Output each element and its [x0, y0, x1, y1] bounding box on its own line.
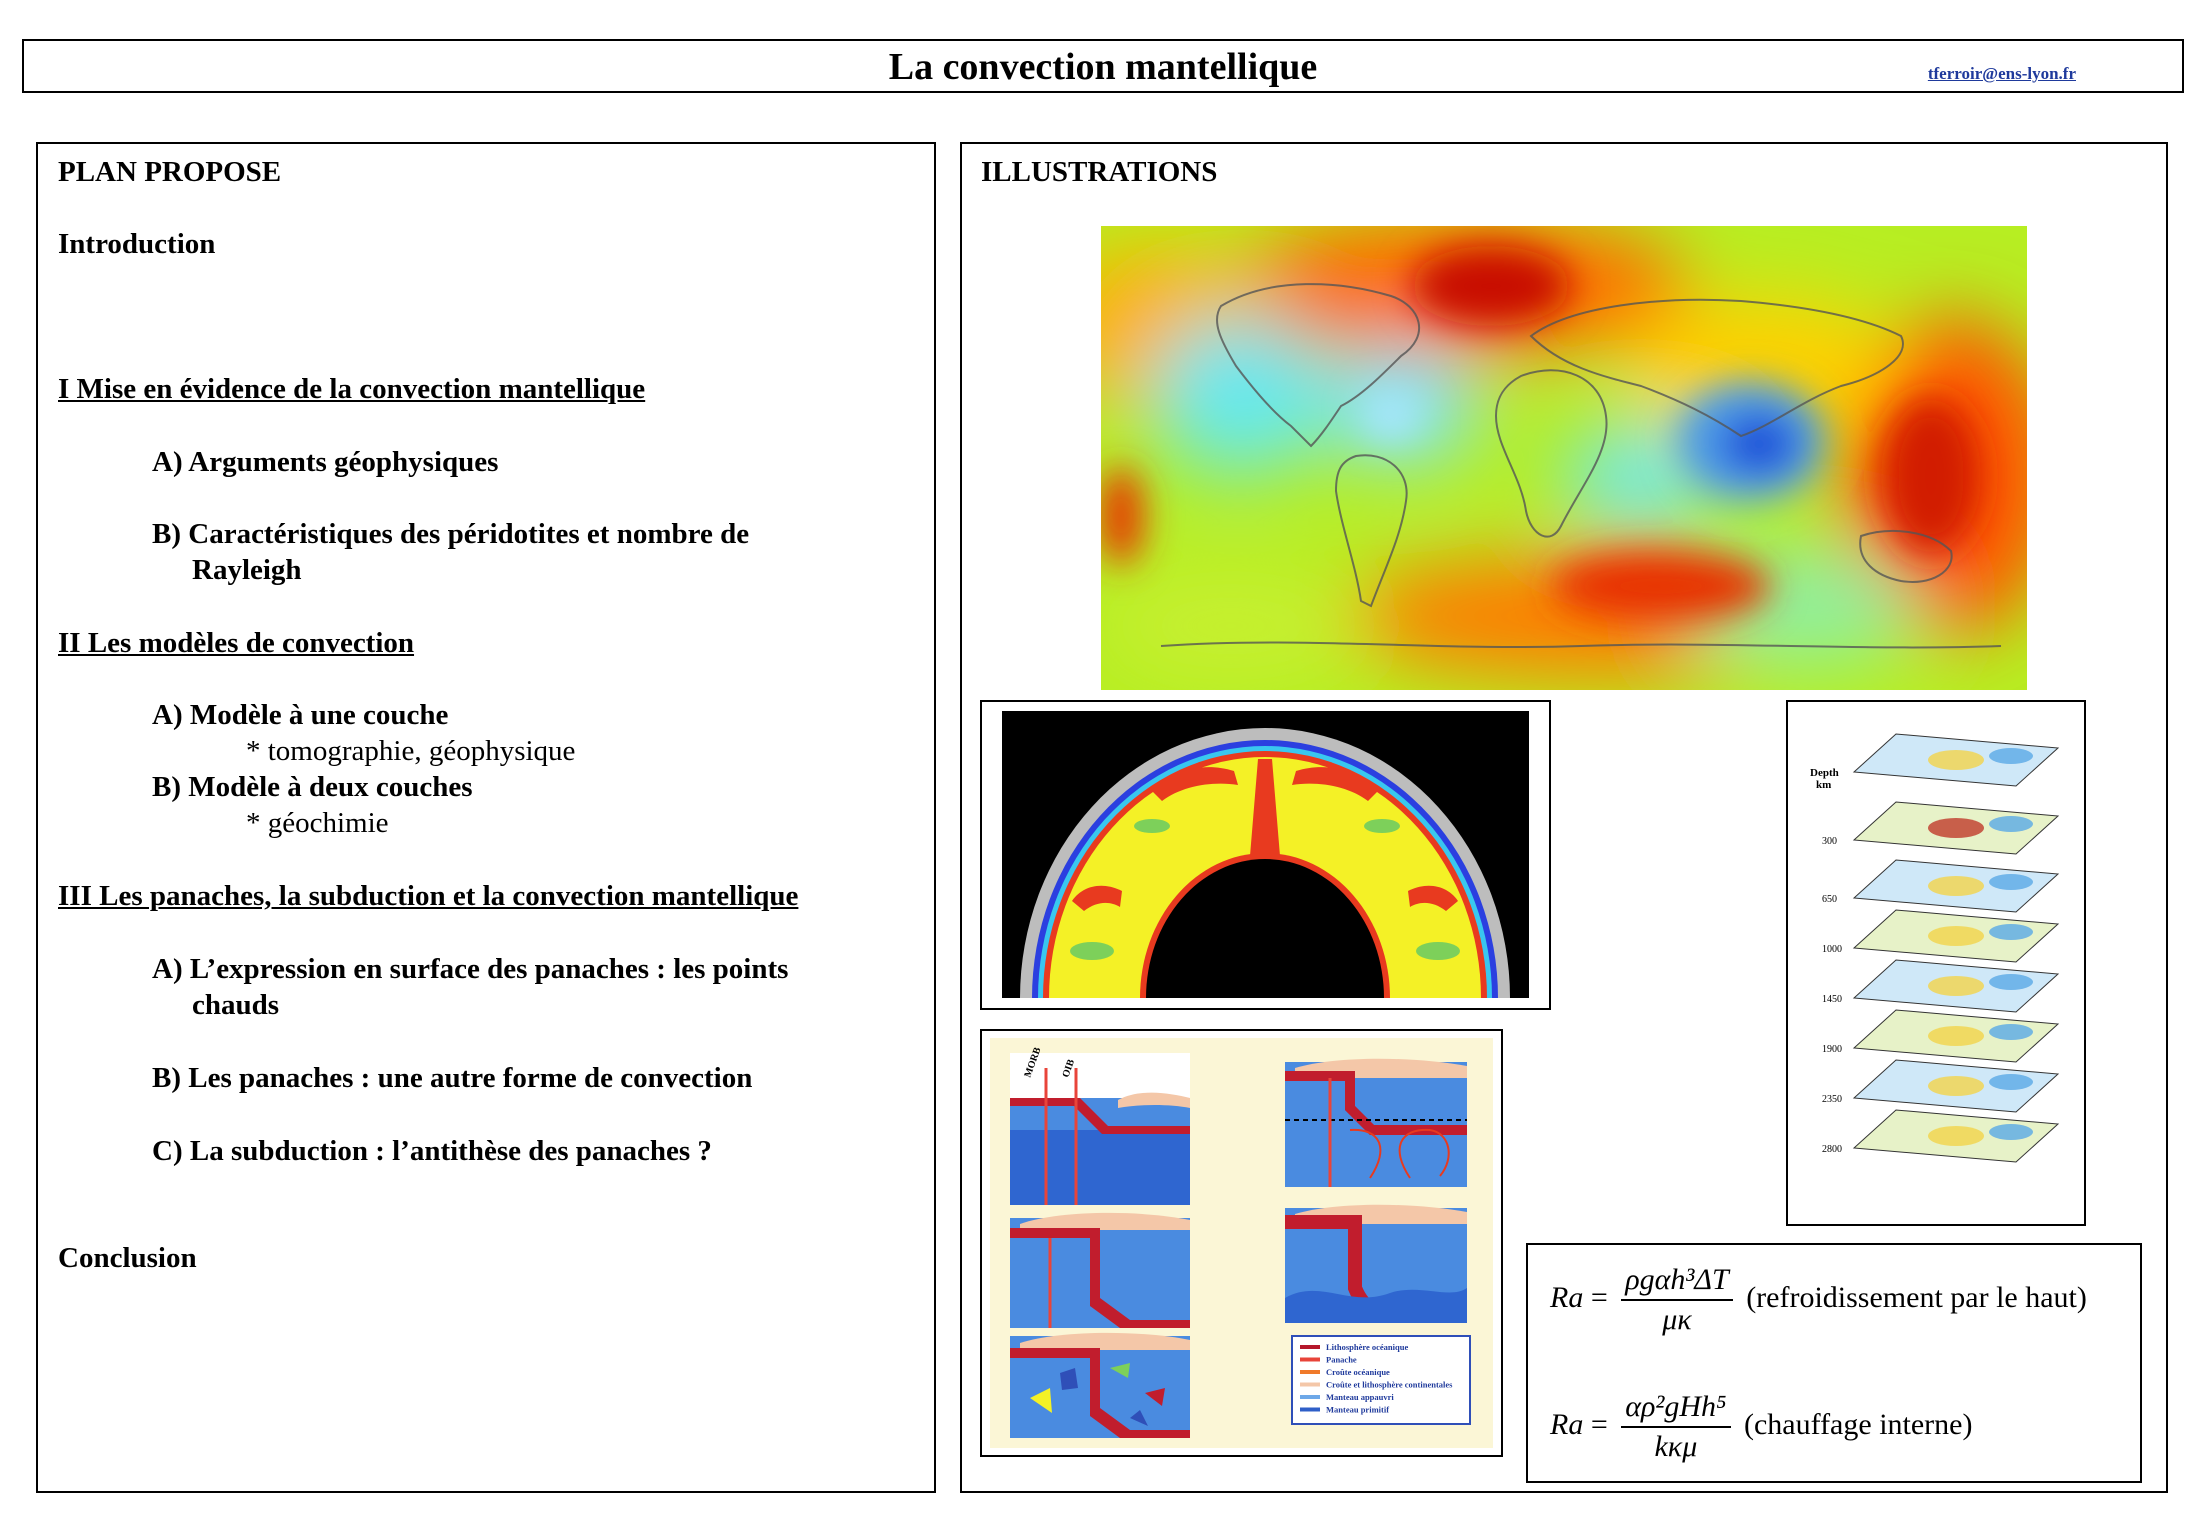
page-title: La convection mantellique [888, 46, 1318, 88]
part3-item-b: B) Les panaches : une autre forme de convection [152, 1062, 753, 1094]
rayleigh-formula-internal-heating: Ra = $\frac{\text{αρ²gHh⁵}}{\text{kκμ}}$ (chauffage interne) [1550, 1390, 1973, 1463]
rayleigh-formula-box [1526, 1243, 2142, 1483]
tomography-anomaly [1989, 816, 2033, 832]
legend-label: Panache [1326, 1354, 1357, 1365]
author-email-link[interactable]: tferroir@ens-lyon.fr [1927, 64, 2076, 83]
tomography-depth-slices [1796, 712, 2078, 1217]
tomography-anomaly [1928, 1076, 1984, 1096]
legend-label: Manteau primitif [1326, 1404, 1390, 1415]
depth-header: Depth [1810, 767, 1839, 779]
tomography-anomaly [1928, 976, 1984, 996]
tomography-anomaly [1989, 1074, 2033, 1090]
depth-unit: km [1816, 779, 1832, 791]
depth-label: 1450 [1822, 994, 1842, 1005]
part1-title: I Mise en évidence de la convection mantellique [58, 373, 646, 405]
plume-stage-1 [1010, 1046, 1190, 1205]
mantle-convection-model [1002, 711, 1529, 998]
tomography-anomaly [1989, 874, 2033, 890]
tomography-anomaly [1928, 926, 1984, 946]
part3-item-a-cont: chauds [192, 989, 280, 1021]
tomography-anomaly [1989, 1124, 2033, 1140]
legend-label: Lithosphère océanique [1326, 1342, 1409, 1352]
tomography-anomaly [1928, 818, 1984, 838]
tomography-anomaly [1989, 974, 2033, 990]
plume-stage-3 [1010, 1333, 1190, 1438]
illustrations-heading: ILLUSTRATIONS [981, 156, 1218, 188]
depth-label: 2800 [1822, 1144, 1842, 1155]
depth-label: 300 [1822, 836, 1837, 847]
plume-legend [1292, 1336, 1470, 1424]
part2-item-a-sub: * tomographie, géophysique [246, 735, 576, 767]
tomography-anomaly [1928, 1126, 1984, 1146]
part2-item-b-sub: * géochimie [246, 807, 389, 839]
tomography-anomaly [1989, 748, 2033, 764]
part2-title: II Les modèles de convection [58, 627, 415, 659]
legend-label: Manteau appauvri [1326, 1392, 1394, 1402]
plume-stage-5 [1285, 1205, 1467, 1323]
plan-introduction: Introduction [58, 228, 216, 260]
legend-label: Croûte océanique [1326, 1367, 1390, 1377]
tomography-anomaly [1928, 876, 1984, 896]
plume-stage-2 [1010, 1213, 1190, 1328]
tomography-anomaly [1989, 1024, 2033, 1040]
tomography-anomaly [1928, 1026, 1984, 1046]
part3-item-c: C) La subduction : l’antithèse des panaches ? [152, 1135, 712, 1167]
depth-label: 1900 [1822, 1044, 1842, 1055]
rayleigh-formula-top-cooling: Ra = $\frac{\text{ρgαh³ΔT}}{\mu\kappa}$ (refroidissement par le haut) [1550, 1263, 2087, 1336]
legend-label: Croûte et lithosphère continentales [1326, 1379, 1453, 1390]
world-tomography-map [1101, 226, 2027, 690]
part3-title: III Les panaches, la subduction et la convection mantellique [58, 880, 799, 912]
part1-item-b: B) Caractéristiques des péridotites et nombre de [152, 518, 750, 550]
depth-label: 650 [1822, 894, 1837, 905]
label-oib: OIB [1060, 1058, 1078, 1080]
part3-item-a: A) L’expression en surface des panaches : les points [152, 953, 789, 985]
tomography-anomaly [1928, 750, 1984, 770]
plan-heading: PLAN PROPOSE [58, 156, 282, 188]
part2-item-a: A) Modèle à une couche [152, 699, 449, 731]
title-box [22, 39, 2184, 93]
part1-item-b-cont: Rayleigh [192, 554, 302, 586]
tomography-anomaly [1989, 924, 2033, 940]
label-morb: MORB [1022, 1046, 1044, 1080]
depth-label: 1000 [1822, 944, 1842, 955]
depth-label: 2350 [1822, 1094, 1842, 1105]
plan-panel [36, 142, 936, 1493]
plume-stages-diagram [990, 1038, 1493, 1448]
part1-item-a: A) Arguments géophysiques [152, 446, 499, 478]
part2-item-b: B) Modèle à deux couches [152, 771, 473, 803]
plume-stage-4 [1285, 1059, 1467, 1187]
plan-conclusion: Conclusion [58, 1242, 197, 1274]
